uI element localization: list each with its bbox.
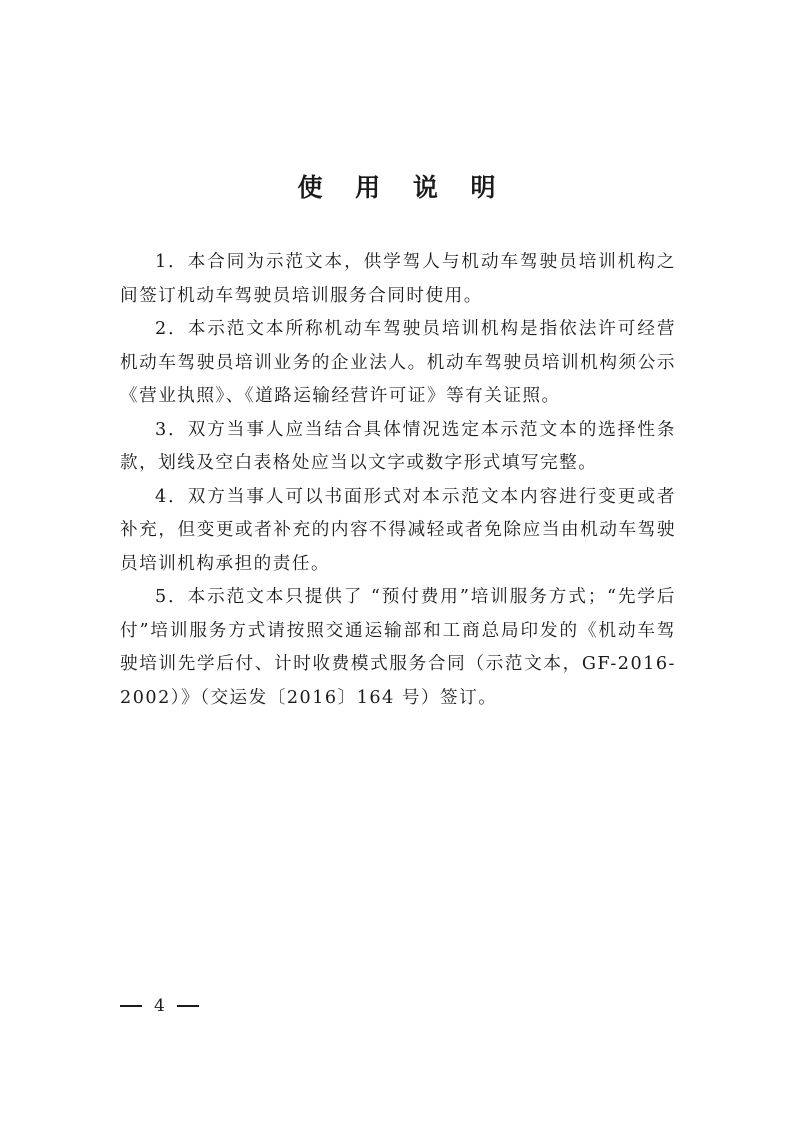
page-footer — [120, 996, 199, 1016]
paragraph-4: 4．双方当事人可以书面形式对本示范文本内容进行变更或者补充，但变更或者补充的内容不得减轻或者免除应当由机动车驾驶员培训机构承担的责任。 — [120, 486, 676, 574]
paragraph-2: 2．本示范文本所称机动车驾驶员培训机构是指依法许可经营机动车驾驶员培训业务的企业法人。机动车驾驶员培训机构须公示《营业执照》、《道路运输经营许可证》等有关证照。 — [120, 319, 676, 406]
paragraph-5: 5．本示范文本只提供了 “预付费用”培训服务方式；“先学后付”培训服务方式请按照交通运输部和工商总局印发的《机动车驾驶培训先学后付、计时收费模式服务合同（示范文本，GF-2016-2002）》（交运发〔2016〕164 号）签订。 — [120, 587, 676, 708]
paragraph-3: 3．双方当事人应当结合具体情况选定本示范文本的选择性条款，划线及空白表格处应当以文字或数字形式填写完整。 — [120, 419, 676, 473]
instructions-body — [120, 246, 676, 715]
footer-dash-right — [177, 1005, 199, 1007]
footer-dash-left — [120, 1005, 142, 1007]
paragraph-1: 1．本合同为示范文本，供学驾人与机动车驾驶员培训机构之间签订机动车驾驶员培训服务合同时使用。 — [120, 252, 676, 306]
page-title: 使 用 说 明 — [297, 173, 508, 202]
page-number: 4 — [154, 996, 165, 1016]
